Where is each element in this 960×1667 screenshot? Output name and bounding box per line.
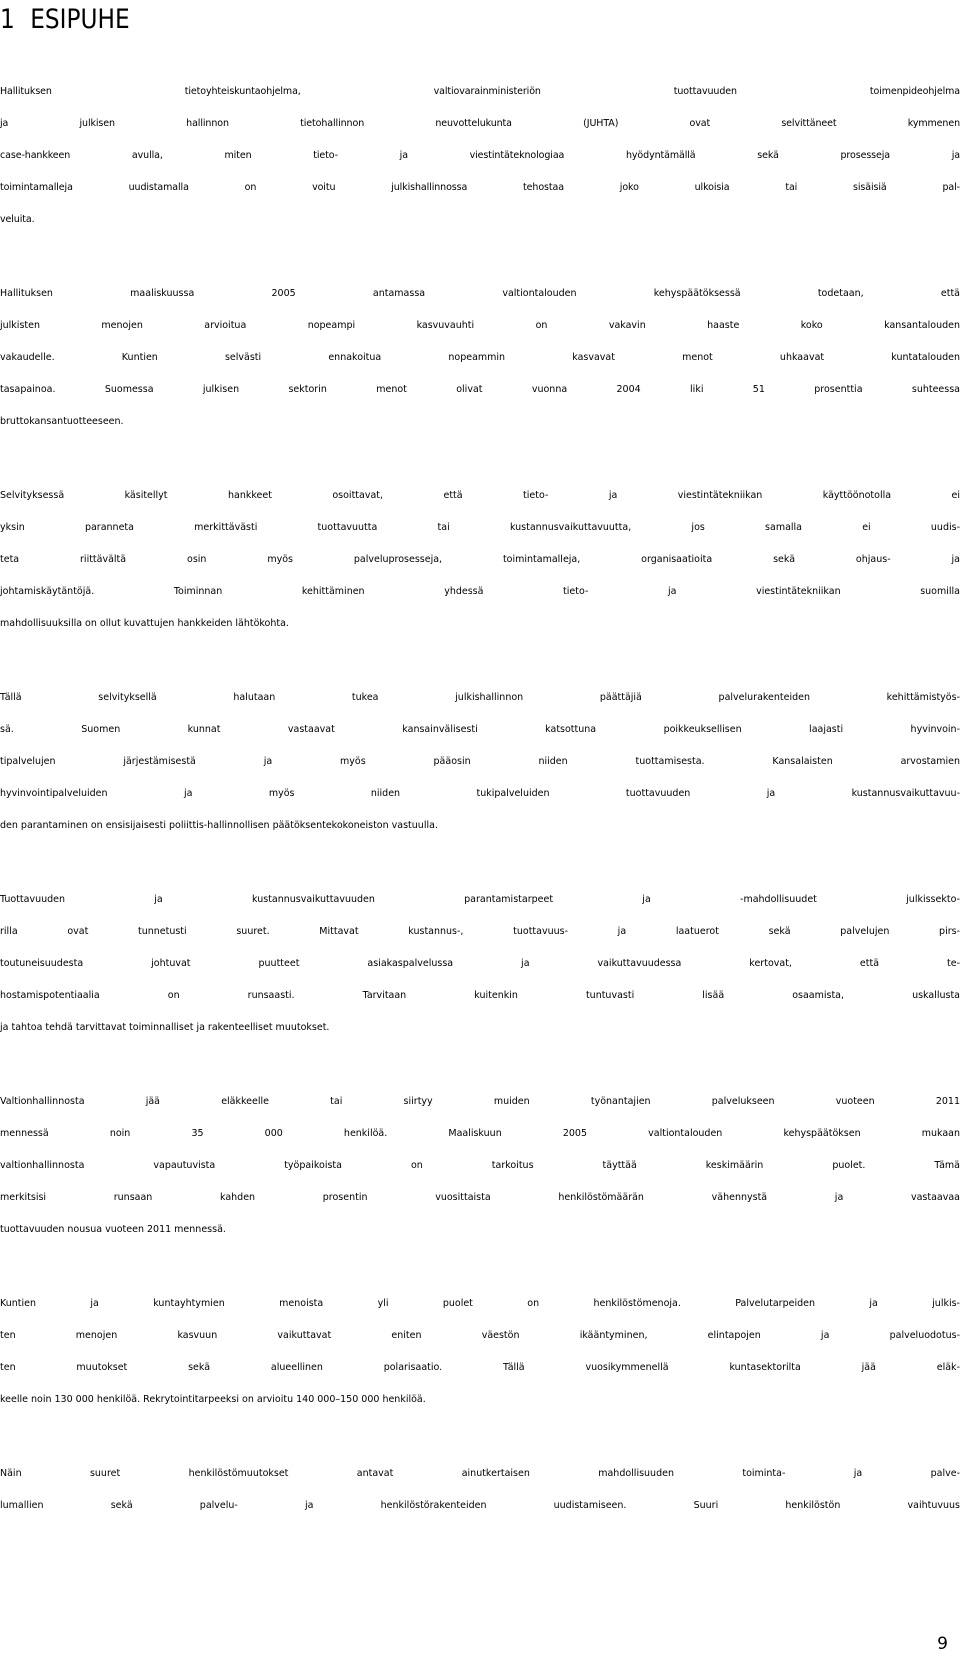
chapter-number: 1 <box>0 4 15 35</box>
text-line: ja julkisen hallinnon tietohallinnon neuvottelukunta (JUHTA) ovat selvittäneet kymmenen <box>0 118 960 129</box>
text-line: Hallituksen maaliskuussa 2005 antamassa valtiontalouden kehyspäätöksessä todetaan, että <box>0 288 960 299</box>
text-line: Hallituksen tietoyhteiskuntaohjelma, valtiovarainministeriön tuottavuuden toimenpideohjelma <box>0 86 960 97</box>
paragraph <box>0 1086 960 1246</box>
text-line: toimintamalleja uudistamalla on voitu julkishallinnossa tehostaa joko ulkoisia tai sisäisiä pal- <box>0 182 960 193</box>
paragraph <box>0 682 960 842</box>
text-line: den parantaminen on ensisijaisesti poliittis-hallinnollisen päätöksentekokoneiston vastuulla. <box>0 820 438 831</box>
text-line: teta riittävältä osin myös palveluprosesseja, toimintamalleja, organisaatioita sekä ohjaus- ja <box>0 554 960 565</box>
text-line: veluita. <box>0 214 35 225</box>
paragraph <box>0 1288 960 1416</box>
text-line: hyvinvointipalveluiden ja myös niiden tukipalveluiden tuottavuuden ja kustannusvaikuttavuu- <box>0 788 960 799</box>
text-line: bruttokansantuotteeseen. <box>0 416 124 427</box>
text-line: toutuneisuudesta johtuvat puutteet asiakaspalvelussa ja vaikuttavuudessa kertovat, että te- <box>0 958 960 969</box>
text-line: Tällä selvityksellä halutaan tukea julkishallinnon päättäjiä palvelurakenteiden kehittämistyös- <box>0 692 960 703</box>
text-line: Näin suuret henkilöstömuutokset antavat ainutkertaisen mahdollisuuden toiminta- ja palve- <box>0 1468 960 1479</box>
text-line: Tuottavuuden ja kustannusvaikuttavuuden parantamistarpeet ja -mahdollisuudet julkissekto- <box>0 894 960 905</box>
text-line: Selvityksessä käsitellyt hankkeet osoittavat, että tieto- ja viestintätekniikan käyttöönotolla ei <box>0 490 960 501</box>
paragraph <box>0 1458 960 1522</box>
text-line: case-hankkeen avulla, miten tieto- ja viestintäteknologiaa hyödyntämällä sekä prosesseja ja <box>0 150 960 161</box>
text-line: ten menojen kasvuun vaikuttavat eniten väestön ikääntyminen, elintapojen ja palveluodotus- <box>0 1330 960 1341</box>
text-line: lumallien sekä palvelu- ja henkilöstörakenteiden uudistamiseen. Suuri henkilöstön vaihtuvuus <box>0 1500 960 1511</box>
text-line: mennessä noin 35 000 henkilöä. Maaliskuun 2005 valtiontalouden kehyspäätöksen mukaan <box>0 1128 960 1139</box>
text-line: hostamispotentiaalia on runsaasti. Tarvitaan kuitenkin tuntuvasti lisää osaamista, uskallusta <box>0 990 960 1001</box>
paragraph <box>0 480 960 640</box>
text-line: ja tahtoa tehdä tarvittavat toiminnalliset ja rakenteelliset muutokset. <box>0 1022 330 1033</box>
text-line: johtamiskäytäntöjä. Toiminnan kehittäminen yhdessä tieto- ja viestintätekniikan suomilla <box>0 586 960 597</box>
chapter-title: ESIPUHE <box>30 4 130 35</box>
text-line: rilla ovat tunnetusti suuret. Mittavat kustannus-, tuottavuus- ja laatuerot sekä palvelujen pirs- <box>0 926 960 937</box>
text-line: vakaudelle. Kuntien selvästi ennakoitua nopeammin kasvavat menot uhkaavat kuntatalouden <box>0 352 960 363</box>
text-line: Valtionhallinnosta jää eläkkeelle tai siirtyy muiden työnantajien palvelukseen vuoteen 2011 <box>0 1096 960 1107</box>
text-line: Kuntien ja kuntayhtymien menoista yli puolet on henkilöstömenoja. Palvelutarpeiden ja julkis- <box>0 1298 960 1309</box>
text-line: tuottavuuden nousua vuoteen 2011 mennessä. <box>0 1224 226 1235</box>
text-line: tipalvelujen järjestämisestä ja myös pääosin niiden tuottamisesta. Kansalaisten arvostamien <box>0 756 960 767</box>
text-line: ten muutokset sekä alueellinen polarisaatio. Tällä vuosikymmenellä kuntasektorilta jää eläk- <box>0 1362 960 1373</box>
paragraph <box>0 76 960 236</box>
body-text <box>0 76 960 1564</box>
text-line: yksin paranneta merkittävästi tuottavuutta tai kustannusvaikuttavuutta, jos samalla ei uudis- <box>0 522 960 533</box>
page-number: 9 <box>937 1634 948 1654</box>
text-line: keelle noin 130 000 henkilöä. Rekrytointitarpeeksi on arvioitu 140 000–150 000 henkilöä. <box>0 1394 426 1405</box>
paragraph <box>0 884 960 1044</box>
paragraph <box>0 278 960 438</box>
text-line: julkisten menojen arvioitua nopeampi kasvuvauhti on vakavin haaste koko kansantalouden <box>0 320 960 331</box>
text-line: merkitsisi runsaan kahden prosentin vuosittaista henkilöstömäärän vähennystä ja vastaavaa <box>0 1192 960 1203</box>
text-line: valtionhallinnosta vapautuvista työpaikoista on tarkoitus täyttää keskimäärin puolet. Tämä <box>0 1160 960 1171</box>
chapter-heading <box>0 0 130 40</box>
text-line: tasapainoa. Suomessa julkisen sektorin menot olivat vuonna 2004 liki 51 prosenttia suhteessa <box>0 384 960 395</box>
text-line: mahdollisuuksilla on ollut kuvattujen hankkeiden lähtökohta. <box>0 618 289 629</box>
text-line: sä. Suomen kunnat vastaavat kansainvälisesti katsottuna poikkeuksellisen laajasti hyvinvoin- <box>0 724 960 735</box>
